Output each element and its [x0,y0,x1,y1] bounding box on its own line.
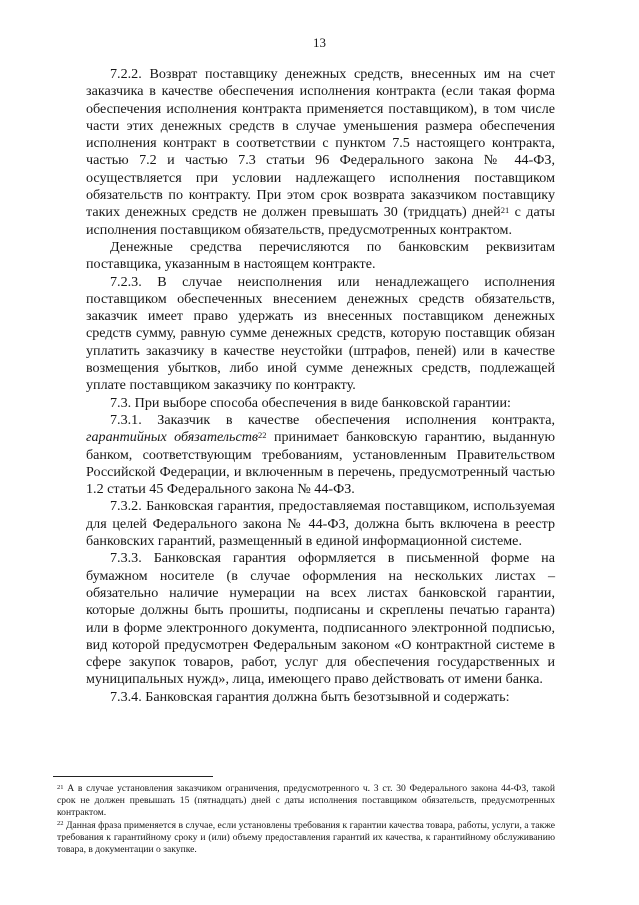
paragraph-7-2-3: 7.2.3. В случае неисполнения или ненадлежащего исполнения поставщиком обеспеченных внесением денежных средств обязательств, заказчик имеет право удержать из внесенных поставщиком денежных средств сумму, равную сумме денежных средств, которую поставщик обязан уплатить заказчику в качестве неустойки (штрафов, пеней) или в качестве возмещения убытков, либо иной сумме денежных средств, подлежащей уплате поставщиком заказчику по контракту. [86,273,555,394]
paragraph-7-3-2: 7.3.2. Банковская гарантия, предоставляемая поставщиком, используемая для целей Федерального закона № 44-ФЗ, должна быть включена в реестр банковских гарантий, размещенный в единой информационной системе. [86,498,555,550]
footnote-ref-22[interactable]: 22 [258,429,267,440]
paragraph-text: 7.2.2. Возврат поставщику денежных средств, внесенных им на счет заказчика в качестве обеспечения исполнения контракта (если такая форма обеспечения исполнения контракта применяется поставщиком), в том числе части этих денежных средств в случае уменьшения размера обеспечения исполнения контракт в соответствии с пунктом 7.5 настоящего контракта, частью 7.2 и частью 7.3 статьи 96 Федерального закона № 44-ФЗ, осуществляется при условии надлежащего исполнения поставщиком обязательств по контракту. При этом срок возврата заказчиком поставщику таких денежных средств не должен превышать 30 (тридцать) дней [86,66,555,221]
footnote-divider [53,776,213,777]
paragraph-7-2-2 [86,66,555,239]
paragraph-text: принимает банковскую гарантию, выданную банком, соответствующим требованиям, установленным Правительством Российской Федерации, и включенным в перечень, предусмотренный частью 1.2 статьи 45 Федерального закона № 44-ФЗ. [86,429,555,498]
footnotes-block [57,783,555,856]
page-number: 13 [313,35,326,50]
paragraph-7-3-1 [86,412,555,498]
paragraph-money-transfer: Денежные средства перечисляются по банковским реквизитам поставщика, указанным в настоящем контракте. [86,238,555,273]
footnote-22 [57,820,555,857]
paragraph-7-3-4: 7.3.4. Банковская гарантия должна быть безотзывной и содержать: [110,688,510,705]
footnote-text: А в случае установления заказчиком ограничения, предусмотренного ч. 3 ст. 30 Федерального закона 44-ФЗ, такой срок не должен превышать 15 (пятнадцать) дней с даты исполнения поставщиком обязательств, предусмотренных контрактом. [57,783,555,819]
footnote-text: Данная фраза применяется в случае, если установлены требования к гарантии качества товара, работы, услуги, а также требования к гарантийному сроку и (или) объему предоставления гарантий их качества, к гарантийному обслуживанию товара, в документации о закупке. [57,819,555,856]
document-body [86,66,555,706]
footnote-number: 22 [57,820,64,828]
paragraph-text: с даты исполнения поставщиком обязательств, предусмотренных контрактом. [86,204,555,238]
paragraph-7-3-3: 7.3.3. Банковская гарантия оформляется в письменной форме на бумажном носителе (в случае оформления на нескольких листах – обязательно наличие нумерации на всех листах банковской гарантии, которые должны быть прошиты, подписаны и скреплены печатью гаранта) или в форме электронного документа, подписанного электронной подписью, вид которой предусмотрен Федеральным законом «О контрактной системе в сфере закупок товаров, работ, услуг для обеспечения государственных и муниципальных нужд», лица, имеющего право действовать от имени банка. [86,550,555,688]
paragraph-7-3: 7.3. При выборе способа обеспечения в виде банковской гарантии: [110,394,511,411]
italic-phrase: гарантийных обязательств [86,429,259,446]
paragraph-text: 7.3.1. Заказчик в качестве обеспечения исполнения контракта, [110,411,555,428]
footnote-21 [57,783,555,820]
footnote-number: 21 [57,783,64,791]
footnote-ref-21[interactable]: 21 [500,204,510,215]
